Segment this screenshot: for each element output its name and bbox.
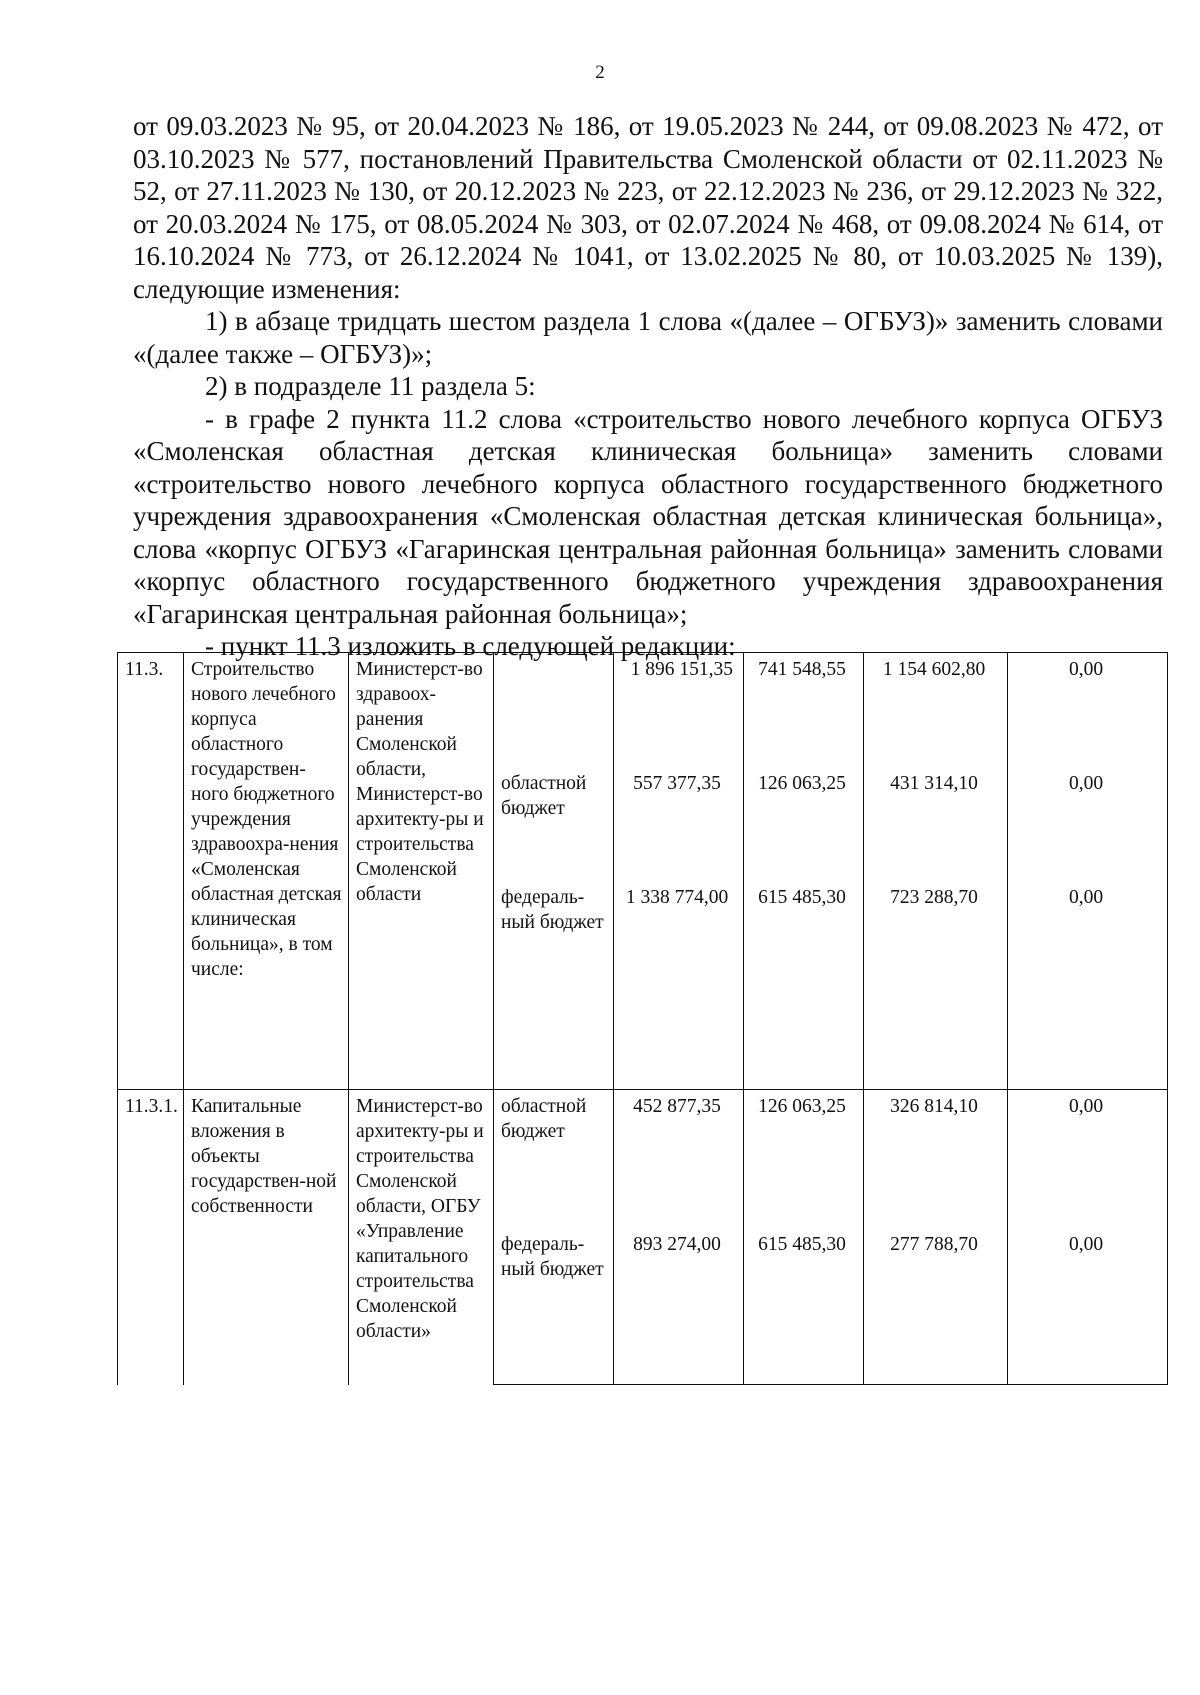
year3-amount: 0,00 <box>1068 659 1104 680</box>
year2-amount: 326 814,10 <box>890 1096 978 1117</box>
year1-amount: 615 485,30 <box>758 1234 846 1255</box>
executor-name: Министерст-во архитекту-ры и строительства Смоленской области, ОГБУ «Управление капитального строительства Смоленской области» <box>356 1096 484 1342</box>
total-amount: 893 274,00 <box>633 1234 721 1255</box>
total-amount: 557 377,35 <box>633 773 721 794</box>
amendment-item-2-dash-1: - в графе 2 пункта 11.2 слова «строительство нового лечебного корпуса ОГБУЗ «Смоленская областная детская клиническая больница» заменить словами «строительство нового лечебного корпуса областного государственного бюджетного учреждения здравоохранения «Смоленская областная детская клиническая больница», слова «корпус ОГБУЗ «Гагаринская центральная районная больница» заменить словами «корпус областного государственного бюджетного учреждения здравоохранения «Гагаринская центральная районная больница»; <box>133 403 1163 629</box>
year3-cell <box>1008 653 1168 768</box>
intro-paragraph: от 09.03.2023 № 95, от 20.04.2023 № 186, от 19.05.2023 № 244, от 09.08.2023 № 472, от 03.10.2023 № 577, постановлений Правительства Смоленской области от 02.11.2023 № 52, от 27.11.2023 № 130, от 20.12.2023 № 223, от 22.12.2023 № 236, от 29.12.2023 № 322, от 20.03.2024 № 175, от 08.05.2024 № 303, от 02.07.2024 № 468, от 09.08.2024 № 614, от 16.10.2024 № 773, от 26.12.2024 № 1041, от 13.02.2025 № 80, от 10.03.2025 № 139), следующие изменения: <box>133 111 1163 304</box>
year3-amount: 0,00 <box>1068 1096 1104 1117</box>
item-number-cell <box>118 653 184 1090</box>
year2-amount: 277 788,70 <box>890 1234 978 1255</box>
funding-source: федераль-ный бюджет <box>501 887 604 933</box>
year2-amount: 723 288,70 <box>890 887 978 908</box>
year2-amount: 1 154 602,80 <box>882 659 986 680</box>
budget-table-wrapper <box>117 652 1167 1385</box>
funding-source-cell <box>494 1228 614 1385</box>
funding-source-cell <box>494 767 614 881</box>
year2-amount: 431 314,10 <box>890 773 978 794</box>
year1-amount: 615 485,30 <box>758 887 846 908</box>
item-number: 11.3.1. <box>125 1096 178 1117</box>
amendment-item-1: 1) в абзаце тридцать шестом раздела 1 слова «(далее – ОГБУЗ)» заменить словами «(далее также – ОГБУЗ)»; <box>133 306 1163 369</box>
year1-amount: 126 063,25 <box>758 773 846 794</box>
document-body <box>133 110 1163 663</box>
executor-cell <box>349 653 494 1090</box>
item-name-cell <box>184 653 349 1090</box>
total-cell <box>614 1228 744 1385</box>
total-cell <box>614 767 744 881</box>
total-cell <box>614 881 744 1090</box>
year2-cell <box>864 1090 1008 1229</box>
total-cell <box>614 653 744 768</box>
item-number: 11.3. <box>125 659 164 680</box>
executor-cell <box>349 1090 494 1385</box>
year1-cell <box>744 881 864 1090</box>
year1-cell <box>744 1228 864 1385</box>
funding-source: областной бюджет <box>501 1096 587 1142</box>
year3-amount: 0,00 <box>1068 887 1104 908</box>
total-amount: 1 896 151,35 <box>630 659 733 680</box>
budget-table <box>117 652 1168 1385</box>
item-name-cell <box>184 1090 349 1385</box>
page-number: 2 <box>595 62 605 83</box>
amendment-item-2-dash-2: - пункт 11.3 изложить в следующей редакции: <box>205 631 736 661</box>
funding-source-cell <box>494 653 614 768</box>
year3-cell <box>1008 767 1168 881</box>
year2-cell <box>864 881 1008 1090</box>
item-name: Капитальные вложения в объекты государствен-ной собственности <box>191 1096 337 1217</box>
year1-amount: 126 063,25 <box>758 1096 846 1117</box>
table-row-11-3-1 <box>118 1090 1168 1229</box>
year2-cell <box>864 653 1008 768</box>
year1-cell <box>744 1090 864 1229</box>
item-name: Строительство нового лечебного корпуса областного государствен-ного бюджетного учреждения здравоохра-нения «Смоленская областная детская клиническая больница», в том числе: <box>191 659 342 980</box>
year3-amount: 0,00 <box>1068 773 1104 794</box>
year1-cell <box>744 767 864 881</box>
table-row-11-3 <box>118 653 1168 768</box>
total-cell <box>614 1090 744 1229</box>
funding-source: федераль-ный бюджет <box>501 1234 604 1280</box>
year2-cell <box>864 1228 1008 1385</box>
year3-cell <box>1008 881 1168 1090</box>
funding-source: областной бюджет <box>501 773 587 819</box>
year1-amount: 741 548,55 <box>758 659 846 680</box>
year2-cell <box>864 767 1008 881</box>
executor-name: Министерст-во здравоох-ранения Смоленской области, Министерст-во архитекту-ры и строительства Смоленской области <box>356 659 484 905</box>
funding-source-cell <box>494 1090 614 1229</box>
year3-amount: 0,00 <box>1068 1234 1104 1255</box>
funding-source-cell <box>494 881 614 1090</box>
year3-cell <box>1008 1090 1168 1229</box>
total-amount: 1 338 774,00 <box>625 887 729 908</box>
item-number-cell <box>118 1090 184 1385</box>
year1-cell <box>744 653 864 768</box>
year3-cell <box>1008 1228 1168 1385</box>
amendment-item-2: 2) в подразделе 11 раздела 5: <box>205 371 536 401</box>
total-amount: 452 877,35 <box>633 1096 721 1117</box>
